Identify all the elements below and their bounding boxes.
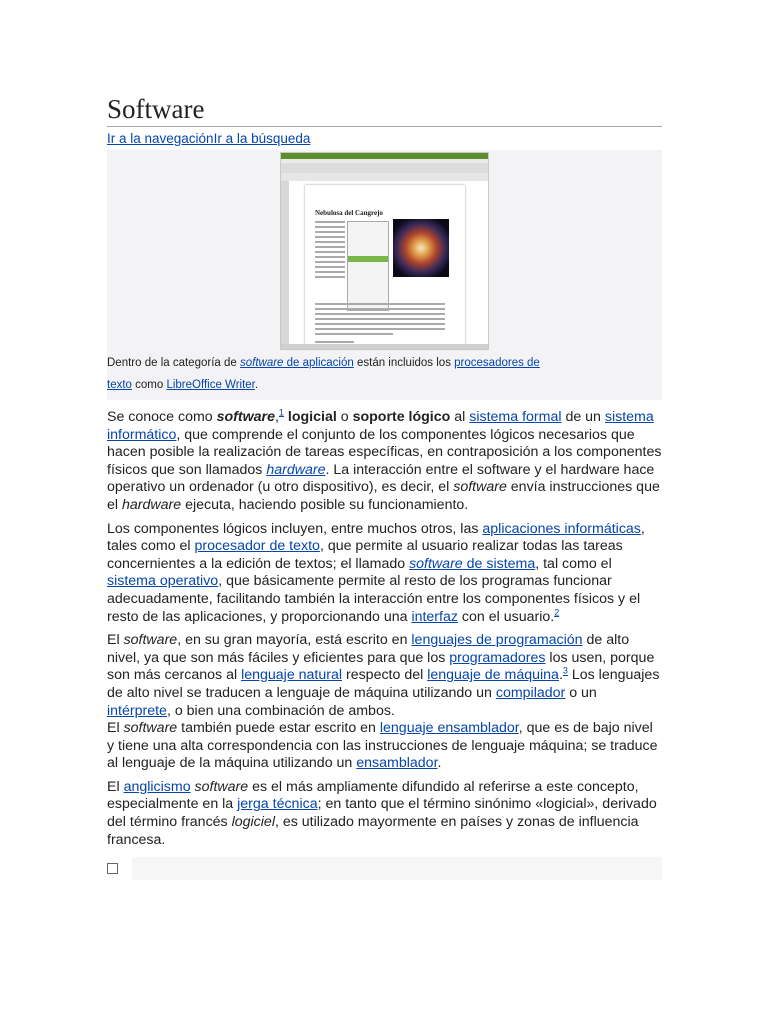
caption-link-software[interactable]: software de aplicación: [239, 357, 354, 369]
footer-box: [107, 857, 662, 880]
link-sistema-formal[interactable]: sistema formal: [469, 409, 562, 425]
libreoffice-writer-screenshot-image[interactable]: [280, 152, 489, 350]
ref-3-link[interactable]: 3: [562, 665, 568, 676]
ref-1-link[interactable]: 1: [278, 407, 284, 418]
jump-to-navigation-link[interactable]: Ir a la navegación: [107, 131, 214, 146]
link-sistema-informatico[interactable]: sistema informático: [107, 409, 654, 443]
link-lenguaje-ensamblador[interactable]: lenguaje ensamblador: [379, 720, 519, 737]
paragraph-2: Los componentes lógicos incluyen, entre muchos otros, las aplicaciones informáticas, tales como el procesador de texto, que permite al usuario realizar todas las tareas concernientes a la edición de textos; el llamado software de sistema, tal como el sistema operativo, que básicamente permite al resto de los programas funcionar adecuadamente, facilitando también la interacción entre los componentes físicos y el resto de las aplicaciones, y proporcionando una interfaz con el usuario.$^2$: [107, 520, 645, 625]
link-jerga-tecnica[interactable]: jerga técnica: [237, 796, 318, 813]
figure: [107, 150, 662, 400]
crab-nebula-image: [393, 219, 449, 277]
figure-caption: Dentro de la categoría de software de aplicación están incluidos los procesadores de texto como LibreOffice Writer.: [107, 357, 540, 391]
link-ensamblador[interactable]: ensamblador: [356, 755, 438, 772]
ref-2-link[interactable]: 2: [554, 606, 560, 617]
jump-links: [107, 131, 662, 147]
link-aplicaciones-informaticas[interactable]: aplicaciones informáticas: [482, 520, 641, 537]
caption-link-libreoffice[interactable]: LibreOffice Writer: [166, 379, 255, 391]
link-interfaz[interactable]: interfaz: [411, 608, 458, 625]
page-title: Software: [107, 90, 662, 127]
link-interprete[interactable]: intérprete: [107, 702, 167, 719]
link-lenguajes-de-programacion[interactable]: lenguajes de programación: [411, 632, 583, 649]
link-anglicismo[interactable]: anglicismo: [123, 778, 191, 795]
article: [107, 90, 662, 880]
paragraph-3: El software, en su gran mayoría, está escrito en lenguajes de programación de alto nivel, ya que son más fáciles y eficientes para que los programadores los usen, porque son más cercanos al lenguaje natural respecto del lenguaje de máquina.$^3$ Los lenguajes de alto nivel se traducen a lenguaje de máquina utilizando un compilador o un intérprete, o bien una combinación de ambos. El software también puede estar escrito en lenguaje ensamblador, que es de bajo nivel y tiene una alta correspondencia con las instrucciones de lenguaje máquina; se traduce al lenguaje de la máquina utilizando un ensamblador.: [107, 632, 660, 772]
gray-bar: [132, 857, 662, 880]
link-programadores[interactable]: programadores: [449, 649, 546, 666]
jump-to-search-link[interactable]: Ir a la búsqueda: [213, 131, 311, 146]
link-hardware[interactable]: hardware: [266, 461, 326, 478]
paragraph-4: El anglicismo software es el más ampliamente difundido al referirse a este concepto, especialmente en la jerga técnica; en tanto que el término sinónimo «logicial», derivado del término francés logiciel, es utilizado mayormente en países y zonas de influencia francesa.: [107, 778, 657, 848]
link-lenguaje-natural[interactable]: lenguaje natural: [241, 667, 343, 684]
link-compilador[interactable]: compilador: [495, 684, 566, 701]
caption-link-procesadores[interactable]: procesadores de texto: [107, 357, 540, 391]
link-procesador-de-texto[interactable]: procesador de texto: [194, 538, 320, 555]
checkbox-icon[interactable]: [107, 863, 118, 874]
link-software-de-sistema[interactable]: software de sistema: [409, 555, 536, 572]
thumb-heading: Nebulosa del Cangrejo: [315, 209, 383, 217]
paragraph-1: Se conoce como software,$^1$ logicial o soporte lógico al sistema formal de un sistema informático, que comprende el conjunto de los componentes lógicos necesarios que hacen posible la realización de tareas específicas, en contraposición a los componentes físicos que son llamados hardware. La interacción entre el software y el hardware hace operativo un ordenador (u otro dispositivo), es decir, el software envía instrucciones que el hardware ejecuta, haciendo posible su funcionamiento.: [107, 407, 662, 513]
link-sistema-operativo[interactable]: sistema operativo: [107, 573, 219, 590]
link-lenguaje-de-maquina[interactable]: lenguaje de máquina: [427, 667, 559, 684]
